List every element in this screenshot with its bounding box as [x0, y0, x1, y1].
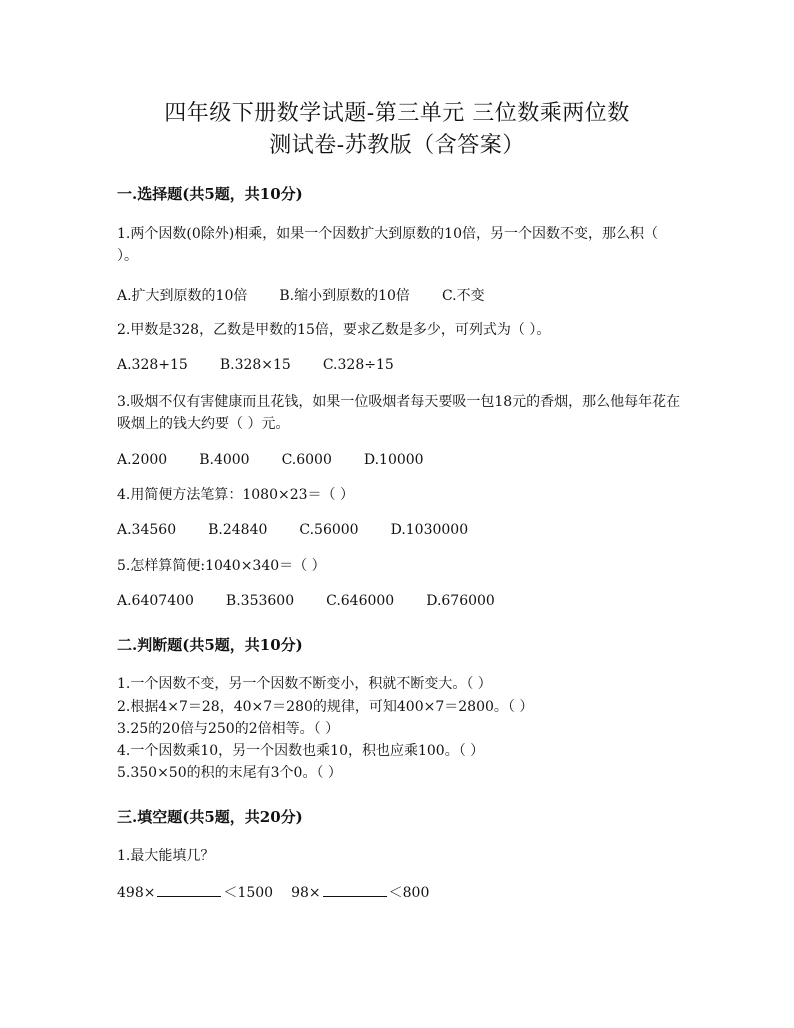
- s1-q4-option-b: B.24840: [208, 522, 268, 538]
- s1-q1-option-b: B.缩小到原数的10倍: [279, 288, 410, 304]
- s2-item-5: 5.350×50的积的末尾有3个0。（ ）: [117, 765, 342, 781]
- s1-q4-option-d: D.1030000: [390, 522, 469, 538]
- s1-q3-option-a: A.2000: [117, 452, 168, 468]
- title-line-1: 四年级下册数学试题-第三单元 三位数乘两位数: [164, 101, 630, 126]
- s3-q1-b-blank[interactable]: [323, 882, 387, 897]
- s2-item-1: 1.一个因数不变，另一个因数不断变小，积就不断变大。（ ）: [117, 676, 492, 692]
- s1-q5-option-b: B.353600: [225, 593, 295, 609]
- s1-q3-options: [117, 452, 456, 468]
- s1-q2-option-a: A.328+15: [117, 357, 188, 373]
- s1-q1-text: 1.两个因数(0除外)相乘，如果一个因数扩大到原数的10倍，另一个因数不变，那么积（ ）。: [117, 226, 659, 264]
- s3-q1-a-blank[interactable]: [157, 882, 221, 897]
- s1-q3-option-d: D.10000: [363, 452, 424, 468]
- s1-q4-options: [117, 522, 500, 538]
- s1-q1-option-a: A.扩大到原数的10倍: [117, 288, 248, 304]
- s1-q4-option-c: C.56000: [299, 522, 359, 538]
- s1-q3-option-c: C.6000: [281, 452, 332, 468]
- s1-q4-option-a: A.34560: [117, 522, 177, 538]
- s1-q4-text: 4.用简便方法笔算：1080×23＝（ ）: [117, 487, 354, 503]
- s3-q1-a-right: ＜1500: [223, 885, 274, 901]
- section3-heading: 三.填空题(共5题，共20分): [117, 808, 303, 826]
- s1-q3-text: 3.吸烟不仅有害健康而且花钱，如果一位吸烟者每天要吸一包18元的香烟，那么他每年花在吸烟上的钱大约要（ ）元。: [117, 394, 681, 432]
- s1-q5-option-d: D.676000: [426, 593, 495, 609]
- s1-q2-option-c: C.328÷15: [322, 357, 394, 373]
- section2-heading: 二.判断题(共5题，共10分): [117, 636, 303, 654]
- s1-q2-options: [117, 357, 426, 373]
- s1-q2-text: 2.甲数是328，乙数是甲数的15倍，要求乙数是多少，可列式为（ ）。: [117, 322, 551, 338]
- section1-heading: 一.选择题(共5题，共10分): [117, 185, 303, 203]
- s3-q1-b-left: 98×: [291, 885, 321, 901]
- s1-q5-options: [117, 593, 527, 609]
- s3-q1-a-left: 498×: [117, 885, 156, 901]
- s1-q1-options: [117, 285, 517, 305]
- s1-q2-option-b: B.328×15: [219, 357, 291, 373]
- s1-q5-option-c: C.646000: [326, 593, 395, 609]
- s1-q1-option-c: C.不变: [441, 288, 485, 304]
- title-line-2: 测试卷-苏教版（含答案）: [269, 133, 525, 158]
- s2-item-4: 4.一个因数乘10，另一个因数也乘10，积也应乘100。（ ）: [117, 743, 485, 759]
- s1-q5-option-a: A.6407400: [117, 593, 194, 609]
- s3-q1-text: 1.最大能填几？: [117, 848, 215, 864]
- s1-q5-text: 5.怎样算简便:1040×340＝（ ）: [117, 558, 326, 574]
- s3-q1-b-right: ＜800: [388, 885, 430, 901]
- s2-item-3: 3.25的20倍与250的2倍相等。（ ）: [117, 721, 340, 737]
- s1-q3-option-b: B.4000: [199, 452, 250, 468]
- s3-q1-fill-row: [117, 882, 429, 904]
- s2-item-2: 2.根据4×7＝28，40×7＝280的规律，可知400×7＝2800。（ ）: [117, 699, 534, 715]
